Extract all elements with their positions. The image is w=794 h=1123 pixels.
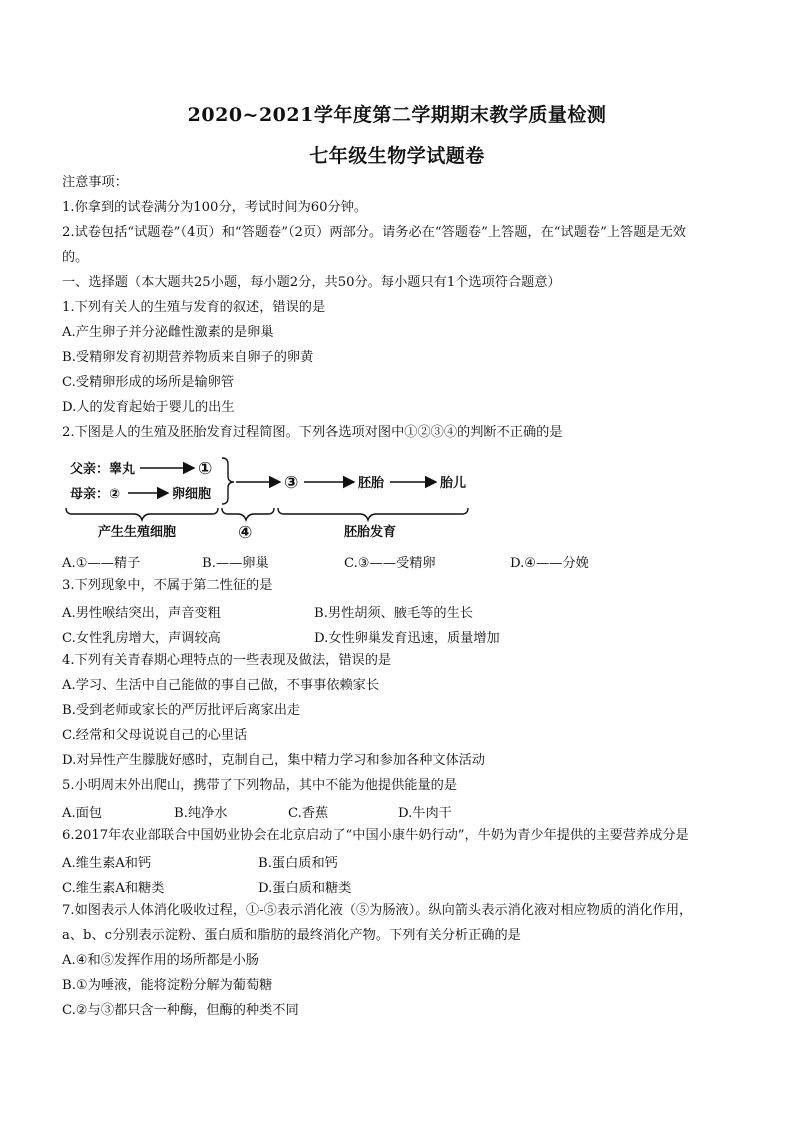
exam-subtitle: 七年级生物学试题卷 <box>309 145 485 167</box>
q4-option-d: D.对异性产生朦胧好感时，克制自己，集中精力学习和参加各种文体活动 <box>62 753 486 768</box>
q1-option-c: C.受精卵形成的场所是输卵管 <box>62 375 235 390</box>
q7-option-b: B.①为唾液，能将淀粉分解为葡萄糖 <box>62 978 273 993</box>
q1-option-d: D.人的发育起始于婴儿的出生 <box>62 400 235 415</box>
q1-option-b: B.受精卵发育初期营养物质来自卵子的卵黄 <box>62 350 314 365</box>
q3-option-b: B.男性胡须、腋毛等的生长 <box>314 606 473 621</box>
q1-option-a: A.产生卵子并分泌雌性激素的是卵巢 <box>62 325 274 340</box>
q5-options <box>62 802 742 820</box>
q2-option-b: B.——卵巢 <box>202 556 269 571</box>
diagram-bottom-brace-3 <box>278 508 468 520</box>
q5-stem: 5.小明周末外出爬山，携带了下列物品，其中不能为他提供能量的是 <box>62 778 458 793</box>
diagram-stage-1-label: 产生生殖细胞 <box>98 525 177 540</box>
q5-option-b: B.纯净水 <box>174 806 228 821</box>
diagram-egg-label: 卵细胞 <box>172 487 212 502</box>
section-heading: 一、选择题（本大题共25小题，每小题2分，共50分。每小题只有1个选项符合题意） <box>62 275 561 290</box>
q2-option-a: A.①——精子 <box>62 556 141 571</box>
q1-stem: 1.下列有关人的生殖与发育的叙述，错误的是 <box>62 300 326 315</box>
q6-stem: 6.2017年农业部联合中国奶业协会在北京启动了“中国小康牛奶行动”，牛奶为青少年提供的主要营养成分是 <box>62 828 689 843</box>
q4-option-a: A.学习、生活中自己能做的事自己做，不事事依赖家长 <box>62 678 380 693</box>
q3-option-c: C.女性乳房增大，声调较高 <box>62 631 221 646</box>
diagram-stage-3-label: 胚胎发育 <box>344 525 397 540</box>
q2-option-c: C.③——受精卵 <box>344 556 436 571</box>
q6-option-d: D.蛋白质和糖类 <box>258 881 352 896</box>
q7-option-a: A.④和⑤发挥作用的场所都是小肠 <box>62 953 259 968</box>
diagram-father-label: 父亲：睾丸 <box>70 462 136 477</box>
q7-option-c: C.②与③都只含一种酶，但酶的种类不同 <box>62 1003 299 1018</box>
q6-options-row1 <box>62 852 742 870</box>
q5-option-d: D.牛肉干 <box>398 806 452 821</box>
notice-item-2: 2.试卷包括“试题卷”（4页）和“答题卷”（2页）两部分。请务必在“答题卷”上答题，在“试题卷”上答题是无效 <box>62 225 686 240</box>
diagram-label-1: ① <box>198 459 213 479</box>
q2-options <box>62 552 742 570</box>
q7-stem-line1: 7.如图表示人体消化吸收过程，①-⑤表示消化液（⑤为肠液）。纵向箭头表示消化液对相应物质的消化作用， <box>62 903 693 918</box>
diagram-bottom-brace-2 <box>222 508 274 520</box>
q4-option-c: C.经常和父母说说自己的心里话 <box>62 728 248 743</box>
reproduction-diagram <box>62 452 482 542</box>
q6-option-c: C.维生素A和糖类 <box>62 881 165 896</box>
q2-stem: 2.下图是人的生殖及胚胎发育过程简图。下列各选项对图中①②③④的判断不正确的是 <box>62 425 563 440</box>
exam-title: 2020~2021学年度第二学期期末教学质量检测 <box>187 104 607 126</box>
q3-option-a: A.男性喉结突出，声音变粗 <box>62 606 221 621</box>
q6-option-a: A.维生素A和钙 <box>62 856 152 871</box>
q6-options-row2 <box>62 877 742 895</box>
q4-option-b: B.受到老师或家长的严厉批评后离家出走 <box>62 703 301 718</box>
q7-stem-line2: a、b、c分别表示淀粉、蛋白质和脂肪的最终消化产物。下列有关分析正确的是 <box>62 928 521 943</box>
notice-item-1: 1.你拿到的试卷满分为100分，考试时间为60分钟。 <box>62 200 368 215</box>
diagram-label-4: ④ <box>238 523 253 542</box>
notice-heading: 注意事项： <box>62 175 128 190</box>
notice-item-2-cont: 的。 <box>62 250 89 265</box>
diagram-fetus-label: 胎儿 <box>440 476 467 491</box>
q3-options-row1 <box>62 602 742 620</box>
q6-option-b: B.蛋白质和钙 <box>258 856 338 871</box>
q3-option-d: D.女性卵巢发育迅速，质量增加 <box>314 631 500 646</box>
diagram-bottom-brace-1 <box>66 508 218 520</box>
q5-option-a: A.面包 <box>62 806 103 821</box>
q3-options-row2 <box>62 627 742 645</box>
q4-stem: 4.下列有关青春期心理特点的一些表现及做法，错误的是 <box>62 653 392 668</box>
diagram-label-3: ③ <box>284 473 299 493</box>
diagram-right-brace <box>222 458 234 504</box>
diagram-embryo-label: 胚胎 <box>358 476 385 491</box>
q3-stem: 3.下列现象中，不属于第二性征的是 <box>62 578 273 593</box>
diagram-mother-label: 母亲：② <box>70 487 121 502</box>
q5-option-c: C.香蕉 <box>288 806 329 821</box>
q2-option-d: D.④——分娩 <box>510 556 589 571</box>
